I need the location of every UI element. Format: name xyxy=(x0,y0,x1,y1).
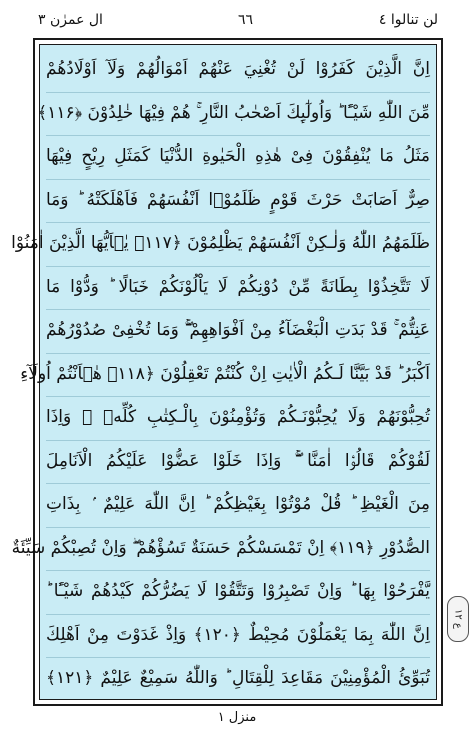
verse-line-3: مَثَلُ مَا يُنْفِقُوْنَ فِىْ هٰذِهِ الْحَيٰوةِ الدُّنْيَا كَمَثَلِ رِيْحٍ فِيْهَا xyxy=(46,135,430,180)
ruku-marker-ornament xyxy=(447,596,469,642)
page-header xyxy=(38,6,438,34)
text-frame xyxy=(11,38,443,706)
page-number: ٦٦ xyxy=(237,12,253,28)
ruku-marker-label: ع ١٢ xyxy=(452,609,464,629)
verse-line-15: تُبَوِّئُ الْمُؤْمِنِيْنَ مَقَاعِدَ لِلْقِتَالِ ؕ وَاللّٰهُ سَمِيْعٌ عَلِيْمٌ ﴿۱۲۱﴾ xyxy=(46,668,430,688)
surah-title: ال عمرٰن ٣ xyxy=(38,12,103,28)
verse-line-11: مِنَ الْغَيْظِ ؕ قُلْ مُوْتُوْا بِغَيْظِكُمْ ؕ اِنَّ اللّٰهَ عَلِيْمٌ ۢ بِذَاتِ xyxy=(46,483,430,528)
verse-line-14: اِنَّ اللّٰهَ بِمَا يَعْمَلُوْنَ مُحِيْطٌ ﴿۱۲۰﴾ وَاِذْ غَدَوْتَ مِنْ اَهْلِكَ xyxy=(46,614,430,659)
verse-line-7: عَنِتُّمْ ۚ قَدْ بَدَتِ الْبَغْضَآءُ مِنْ اَفْوَاهِهِمْ ۖۚ وَمَا تُخْفِىْ صُدُوْرُهُمْ xyxy=(46,309,430,354)
verse-line-2: مِّنَ اللّٰهِ شَيْـًٔا ؕ وَاُولٰٓٮِٕكَ اَصْحٰبُ النَّارِ ۚ هُمْ فِيْهَا خٰلِدُوْنَ ﴿۱۱۶﴾ xyxy=(46,92,430,137)
verse-line-4: صِرٌّ اَصَابَتْ حَرْثَ قَوْمٍ ظَلَمُوْۤا اَنْفُسَهُمْ فَاَهْلَكَتْهُ ؕ وَمَا xyxy=(46,179,430,224)
verse-line-12: الصُّدُوْرِ ﴿۱۱۹﴾ اِنْ تَمْسَسْكُمْ حَسَنَةٌ تَسُؤْهُمْ ۖ وَاِنْ تُصِبْكُمْ سَيِّئَةٌ xyxy=(46,527,430,572)
juz-title: لن تنالوا ٤ xyxy=(378,12,438,28)
verse-line-5: ظَلَمَهُمُ اللّٰهُ وَلٰـكِنْ اَنْفُسَهُمْ يَظْلِمُوْنَ ﴿۱۱۷﴾ يٰۤاَيُّهَا الَّذِيْنَ اٰمَنُوْا xyxy=(46,222,430,267)
verse-line-13: يَّفْرَحُوْا بِهَا ؕ وَاِنْ تَصْبِرُوْا وَتَتَّقُوْا لَا يَضُرُّكُمْ كَيْدُهُمْ شَيْـًٔا ؕ xyxy=(46,570,430,615)
verse-line-10: لَقُوْكُمْ قَالُوْۤا اٰمَنَّا ۖۚ وَاِذَا خَلَوْا عَضُّوْا عَلَيْكُمُ الْاَنَامِلَ xyxy=(46,440,430,485)
text-panel xyxy=(11,44,437,700)
verse-line-9: تُحِبُّوْنَهُمْ وَلَا يُحِبُّوْنَـكُمْ وَتُؤْمِنُوْنَ بِالْـكِتٰبِ كُلِّهٖ ۚ وَاِذَا xyxy=(46,396,430,441)
manzil-footer: منزل ١ xyxy=(217,710,257,725)
verse-line-1: اِنَّ الَّذِيْنَ كَفَرُوْا لَنْ تُغْنِيَ عَنْهُمْ اَمْوَالُهُمْ وَلَآ اَوْلَادُهُمْ xyxy=(46,48,430,93)
verse-line-8: اَكْبَرُ ؕ قَدْ بَيَّنَّا لَـكُمُ الْاٰيٰتِ اِنْ كُنْتُمْ تَعْقِلُوْنَ ﴿۱۱۸﴾ هٰۤاَنْتُمْ اُولَآءِ xyxy=(46,353,430,398)
verse-line-6: لَا تَتَّخِذُوْا بِطَانَةً مِّنْ دُوْنِكُمْ لَا يَاْلُوْنَكُمْ خَبَالًا ؕ وَدُّوْا مَا xyxy=(46,266,430,311)
